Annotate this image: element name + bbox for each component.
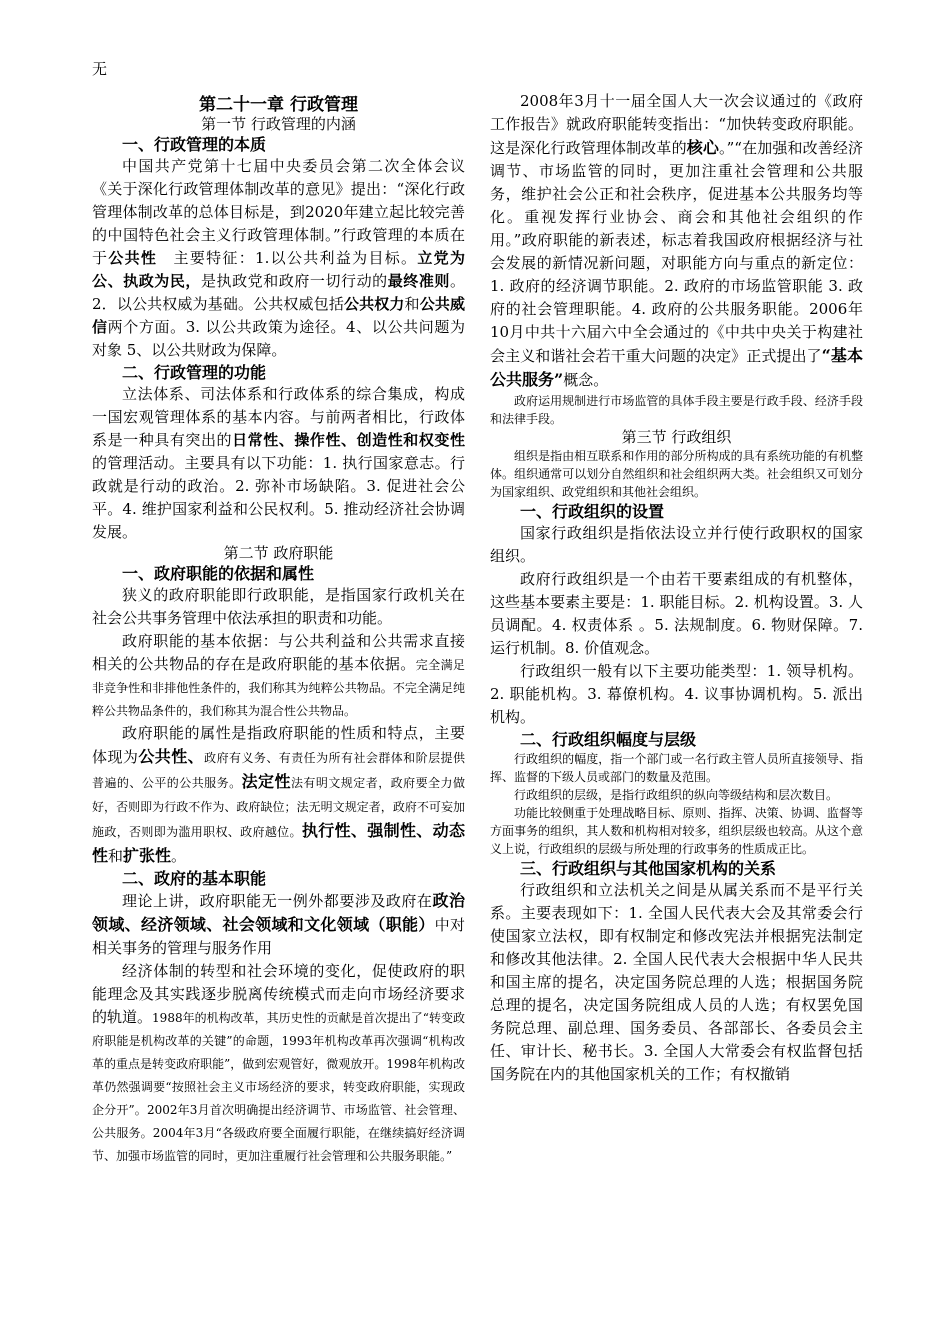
section-2-title: 第二节 政府职能 <box>223 544 334 562</box>
right-column <box>490 90 863 1086</box>
heading-span-levels: 二、行政组织幅度与层级 <box>520 730 697 749</box>
heading-functions: 二、行政管理的功能 <box>122 363 267 382</box>
heading-basic-functions: 二、政府的基本职能 <box>122 869 267 888</box>
paragraph-state-organization: 国家行政组织是指依法设立并行使行政职权的国家组织。 <box>490 524 863 565</box>
heading-basis: 一、政府职能的依据和属性 <box>122 564 315 583</box>
left-column <box>92 90 465 1167</box>
section-1-title: 第一节 行政管理的内涵 <box>201 115 356 133</box>
paragraph-elements: 政府行政组织是一个由若干要素组成的有机整体，这些基本要素主要是：1. 职能目标。2. 机构设置。3. 人员调配。4. 权责体系 。5. 法规制度。6. 物财保障。7. 运行机制。8. 价值观念。 <box>490 570 863 657</box>
paragraph-levels-ratio: 功能比较侧重于处理战略目标、原则、指挥、决策、协调、监督等方面事务的组织，其人数和机构相对较多，组织层级也较高。从这个意义上说，行政组织的层级与所处理的行政事务的性质成正比。 <box>490 806 863 856</box>
paragraph-levels: 行政组织的层级，是指行政组织的纵向等级结构和层次数目。 <box>514 788 839 802</box>
chapter-title: 第二十一章 行政管理 <box>199 95 358 115</box>
paragraph-essence: 中国共产党第十七届中央委员会第二次全体会议《关于深化行政管理体制改革的意见》提出：“深化行政管理体制改革的总体目标是，到2020年建立起比较完善的中国特色社会主义行政管理体制。”行政管理的本质在于公共性 主要特征：1.以公共利益为目标。立党为公、执政为民，是执政党和政府一切行动的最终准则。2．以公共权威为基础。公共权威包括公共权力和公共威信两个方面。3. 以公共政策为途径。4、以公共问题为对象 5、以公共财政为保障。 <box>92 157 465 359</box>
paragraph-functions: 立法体系、司法体系和行政体系的综合集成，构成一国宏观管理体系的基本内容。与前两者相比，行政体系是一种具有突出的日常性、操作性、创造性和权变性的管理活动。主要具有以下功能：1. 执行国家意志。行政就是行动的政治。2. 弥补市场缺陷。3. 促进社会公平。4. 维护国家利益和公民权利。5. 推动经济社会协调发展。 <box>92 385 465 541</box>
paragraph-span: 行政组织的幅度，指一个部门或一名行政主管人员所直接领导、指挥、监督的下级人员或部门的数量及范围。 <box>490 752 863 784</box>
heading-relations: 三、行政组织与其他国家机构的关系 <box>520 859 777 878</box>
heading-essence: 一、行政管理的本质 <box>122 135 267 154</box>
paragraph-2008-report: 2008年3月十一届全国人大一次会议通过的《政府工作报告》就政府职能转变指出：“加快转变政府职能。这是深化行政管理体制改革的核心。”“在加强和改善经济调节、市场监管的同时，更加注重社会管理和公共服务，维护社会公正和社会秩序，促进基本公共服务均等化。重视发挥行业协会、商会和其他社会组织的作用。”政府职能的新表述，标志着我国政府根据经济与社会发展的新情况新问题，对职能方向与重点的新定位：1. 政府的经济调节职能。2. 政府的市场监管职能 3. 政府的社会管理职能。4. 政府的公共服务职能。2006年10月中共十六届六中全会通过的《中共中央关于构建社会主义和谐社会若干重大问题的决定》正式提出了“基本公共服务”概念。 <box>490 92 863 389</box>
paragraph-narrow-definition: 狭义的政府职能即行政职能，是指国家行政机关在社会公共事务管理中依法承担的职责和功能。 <box>92 586 465 627</box>
page-header: 无 <box>92 60 108 78</box>
paragraph-basis: 政府职能的基本依据：与公共利益和公共需求直接相关的公共物品的存在是政府职能的基本依据。完全满足非竞争性和非排他性条件的，我们称其为纯粹公共物品。不完全满足纯粹公共物品条件的，我们称其为混合性公共物品。 <box>92 632 465 718</box>
paragraph-relations: 行政组织和立法机关之间是从属关系而不是平行关系。主要表现如下：1. 全国人民代表大会及其常委会行使国家立法权，即有权制定和修改宪法并根据宪法制定和修改其他法律。2. 全国人民代表大会根据中华人民共和国主席的提名，决定国务院总理的人选；根据国务院总理的提名，决定国务院组成人员的人选；有权罢免国务院总理、副总理、国务委员、各部部长、各委员会主任、审计长、秘书长。3. 全国人大常委会有权监督包括国务院在内的其他国家机关的工作；有权撤销 <box>490 881 863 1083</box>
paragraph-attributes: 政府职能的属性是指政府职能的性质和特点，主要体现为公共性、政府有义务、有责任为所有社会群体和阶层提供普遍的、公平的公共服务。法定性法有明文规定者，政府要全力做好，否则即为行政不作为、政府缺位；法无明文规定者，政府不可妄加施政，否则即为滥用职权、政府越位。执行性、强制性、动态性和扩张性。 <box>92 724 465 865</box>
paragraph-domains: 理论上讲，政府职能无一例外都要涉及政府在政治领域、经济领域、社会领域和文化领域（职能）中对相关事务的管理与服务作用 <box>92 891 465 957</box>
paragraph-function-types: 行政组织一般有以下主要功能类型：1. 领导机构。2. 职能机构。3. 幕僚机构。4. 议事协调机构。5. 派出机构。 <box>490 662 863 726</box>
paragraph-regulation-means: 政府运用规制进行市场监管的具体手段主要是行政手段、经济手段和法律手段。 <box>490 394 863 426</box>
heading-setup: 一、行政组织的设置 <box>520 502 665 521</box>
paragraph-organization-definition: 组织是指由相互联系和作用的部分所构成的具有系统功能的有机整体。组织通常可以划分自然组织和社会组织两大类。社会组织又可划分为国家组织、政党组织和其他社会组织。 <box>490 449 863 499</box>
section-3-title: 第三节 行政组织 <box>621 428 732 446</box>
paragraph-transformation: 经济体制的转型和社会环境的变化，促使政府的职能理念及其实践逐步脱离传统模式而走向市场经济要求的轨道。1988年的机构改革，其历史性的贡献是首次提出了“转变政府职能是机构改革的关键”的命题，1993年机构改革再次强调“机构改革的重点是转变政府职能”，做到宏观管好，微观放开。1998年机构改革仍然强调要“按照社会主义市场经济的要求，转变政府职能，实现政企分开”。2002年3月首次明确提出经济调节、市场监管、社会管理、公共服务。2004年3月“各级政府要全面履行职能，在继续搞好经济调节、加强市场监管的同时，更加注重履行社会管理和公共服务职能。” <box>92 962 465 1163</box>
